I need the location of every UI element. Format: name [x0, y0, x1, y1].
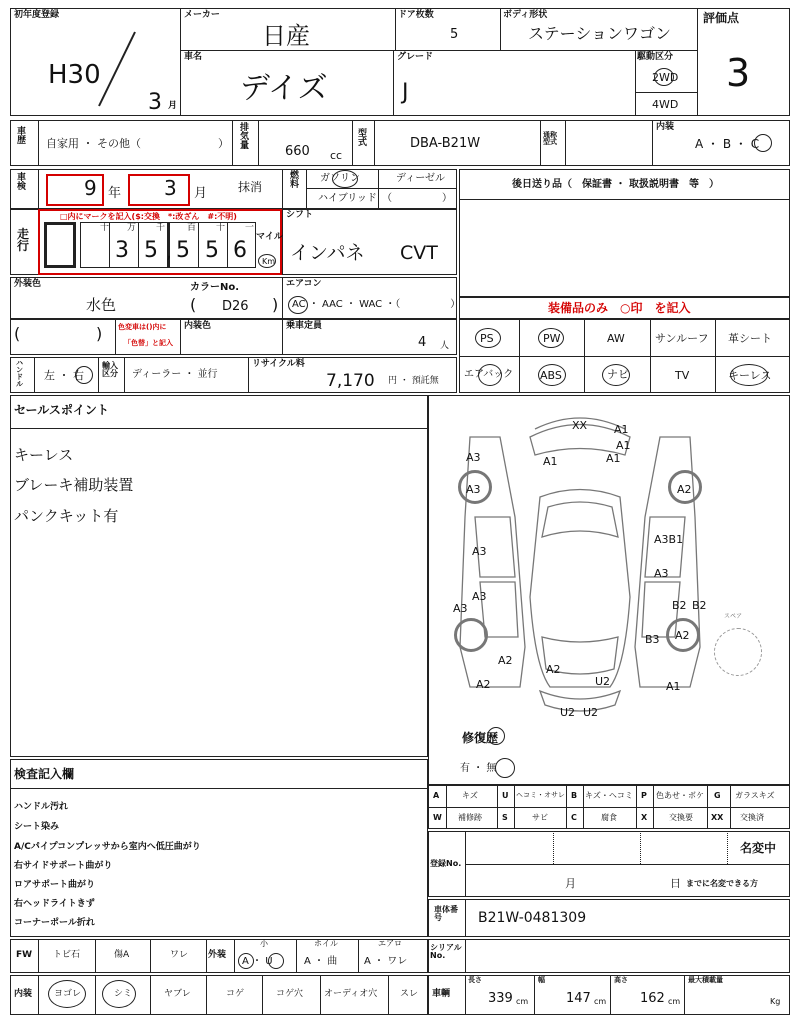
mileage-mark-box — [44, 222, 76, 268]
circle-mark — [478, 364, 502, 386]
inspection-month-box — [128, 174, 190, 206]
circle-mark — [102, 980, 136, 1008]
sales-point: ブレーキ補助装置 — [14, 476, 134, 494]
circle-mark — [48, 980, 86, 1008]
mileage-label: 走行 — [17, 227, 30, 253]
circle-mark — [487, 727, 505, 745]
fuel-gasoline: ガソリン — [320, 173, 360, 184]
body-value: ステーションワゴン — [528, 24, 672, 43]
circle-mark — [730, 364, 768, 386]
capacity-label: 乗車定員 — [286, 321, 323, 331]
repair-value: 有 ・ 無 — [460, 763, 497, 774]
mileage-digit: 6 — [233, 238, 247, 263]
inspection-note: コーナーポール折れ — [14, 918, 95, 928]
inspection-note: ロアサポート曲がり — [14, 880, 96, 890]
name-change-deadline: までに名変できる方 — [686, 879, 758, 888]
shift-label: シフト — [286, 210, 314, 220]
history-label: 車歴 — [17, 127, 27, 146]
common-type-label: 通称型式 — [543, 131, 557, 146]
doors-label: ドア枚数 — [398, 10, 434, 20]
displacement-value: 660 — [285, 144, 310, 159]
inspection-notes-title: 検査記入欄 — [14, 767, 75, 781]
equip-sunroof: サンルーフ — [655, 332, 709, 345]
equipment-title: 装備品のみ ○印 を記入 — [548, 301, 691, 315]
length-value: 339 — [488, 991, 513, 1006]
width-value: 147 — [566, 991, 591, 1006]
circle-mark — [268, 953, 284, 969]
capacity-value: 4 — [418, 335, 427, 350]
color-label: 外装色 — [14, 279, 42, 289]
equip-abs: ABS — [540, 369, 562, 382]
circle-mark — [475, 328, 501, 348]
name-change-status: 名変中 — [740, 841, 777, 855]
reg-no-label: 登録No. — [430, 859, 462, 868]
type-label: 型式 — [358, 129, 368, 148]
circle-mark — [538, 328, 564, 348]
circle-mark — [754, 134, 772, 152]
inspection-note: ハンドル汚れ — [14, 802, 69, 812]
equip-tv: TV — [675, 369, 690, 382]
equip-navi: ナビ — [607, 368, 629, 381]
circle-mark — [495, 758, 515, 778]
slash-mark — [95, 30, 140, 110]
circle-mark — [288, 296, 308, 314]
inspection-note: A/Cパイプコンプレッサから室内へ低圧曲がり — [14, 842, 201, 852]
circle-mark — [238, 953, 254, 969]
serial-label: シリアルNo. — [430, 943, 462, 960]
mileage-digit: 5 — [205, 238, 219, 263]
spare-label: スペア — [724, 613, 743, 620]
model-label: 車名 — [184, 52, 203, 62]
circle-mark — [538, 364, 566, 386]
equip-pw: PW — [543, 332, 561, 345]
first-reg-month: 3 — [148, 90, 162, 115]
recycle-value: 7,170 — [326, 371, 375, 391]
first-reg-era: H30 — [48, 60, 101, 90]
handle-value: 左 ・ 右 — [44, 369, 84, 382]
circle-mark — [602, 364, 630, 386]
interior-value: A ・ B ・ C — [695, 137, 760, 151]
color-no-value: D26 — [222, 299, 249, 314]
fuel-diesel: ディーゼル — [396, 173, 445, 184]
grade-value: J — [402, 80, 409, 105]
cancel-label: 抹消 — [238, 180, 263, 194]
height-value: 162 — [640, 991, 665, 1006]
drive-2wd: 2WD — [652, 71, 679, 84]
drive-4wd: 4WD — [652, 98, 679, 111]
fuel-hybrid: ハイブリッド — [318, 193, 377, 204]
mileage-digit: 5 — [144, 238, 158, 263]
int-color-label: 内装色 — [184, 321, 212, 331]
sales-title: セールスポイント — [14, 403, 109, 417]
sales-point: キーレス — [14, 446, 74, 464]
grade-score-value: 3 — [726, 51, 751, 95]
inspection-note: 右ヘッドライトきず — [14, 899, 95, 909]
capacity-row — [10, 319, 457, 355]
equip-airbag: エアバック — [464, 369, 514, 380]
wheel-icon — [454, 618, 488, 652]
displacement-label: 排気量 — [240, 123, 250, 151]
repair-label: 修復歴 — [462, 731, 499, 745]
chassis-value: B21W-0481309 — [478, 910, 587, 926]
color-no-label: カラーNo. — [190, 282, 240, 293]
type-value: DBA-B21W — [410, 136, 481, 151]
inspection-year: 9 — [84, 176, 97, 200]
model-value: デイズ — [240, 71, 328, 106]
body-label: ボディ形状 — [503, 10, 548, 20]
drive-label: 駆動区分 — [637, 52, 674, 62]
doors-value: 5 — [450, 27, 459, 42]
maker-label: メーカー — [184, 10, 220, 20]
chassis-label: 車体番号 — [434, 905, 458, 922]
equip-keyless: キーレス — [728, 369, 772, 382]
spare-tire-icon — [714, 628, 762, 676]
import-label: 輸入区分 — [102, 361, 118, 378]
handle-label: ハンドル — [16, 359, 23, 388]
usage-value: 自家用 ・ その他（ ） — [46, 137, 229, 150]
circle-mark — [258, 254, 276, 268]
ac-value: AC ・ AAC ・ WAC ・（ ） — [292, 299, 461, 310]
mileage-digit: 3 — [115, 238, 129, 263]
maker-value: 日産 — [262, 22, 310, 50]
equip-aw: AW — [607, 332, 625, 345]
dimensions-box — [428, 975, 790, 1015]
mileage-note: □内にマークを記入($:交換 *:改ざん #:不明) — [60, 212, 237, 221]
serial-box — [428, 939, 790, 973]
recycle-label: リサイクル料 — [252, 359, 305, 369]
grade-score-label: 評価点 — [703, 11, 740, 25]
inspection-month: 3 — [164, 176, 177, 200]
inspection-label: 車検 — [17, 173, 27, 192]
fuel-label: 燃料 — [290, 171, 300, 190]
circle-mark — [332, 170, 358, 188]
inspection-note: 右サイドサポート曲がり — [14, 861, 113, 871]
later-items-label: 後日送り品（ 保証書 ・ 取扱説明書 等 ） — [512, 179, 719, 190]
sales-point: パンクキット有 — [14, 507, 119, 525]
mileage-digit: 5 — [176, 238, 190, 263]
equip-ps: PS — [480, 332, 494, 345]
color-value: 水色 — [86, 296, 117, 314]
shift-type: CVT — [400, 242, 438, 264]
import-value: ディーラー ・ 並行 — [132, 369, 218, 380]
shift-position: インパネ — [290, 242, 365, 264]
first-reg-label: 初年度登録 — [14, 10, 60, 20]
circle-mark — [75, 366, 93, 384]
interior-label: 内装 — [656, 122, 675, 132]
ac-label: エアコン — [286, 279, 322, 289]
equip-leather: 革シート — [728, 332, 772, 345]
grade-label: グレード — [397, 52, 434, 62]
circle-mark — [654, 68, 674, 86]
inspection-note: シート染み — [14, 822, 60, 832]
